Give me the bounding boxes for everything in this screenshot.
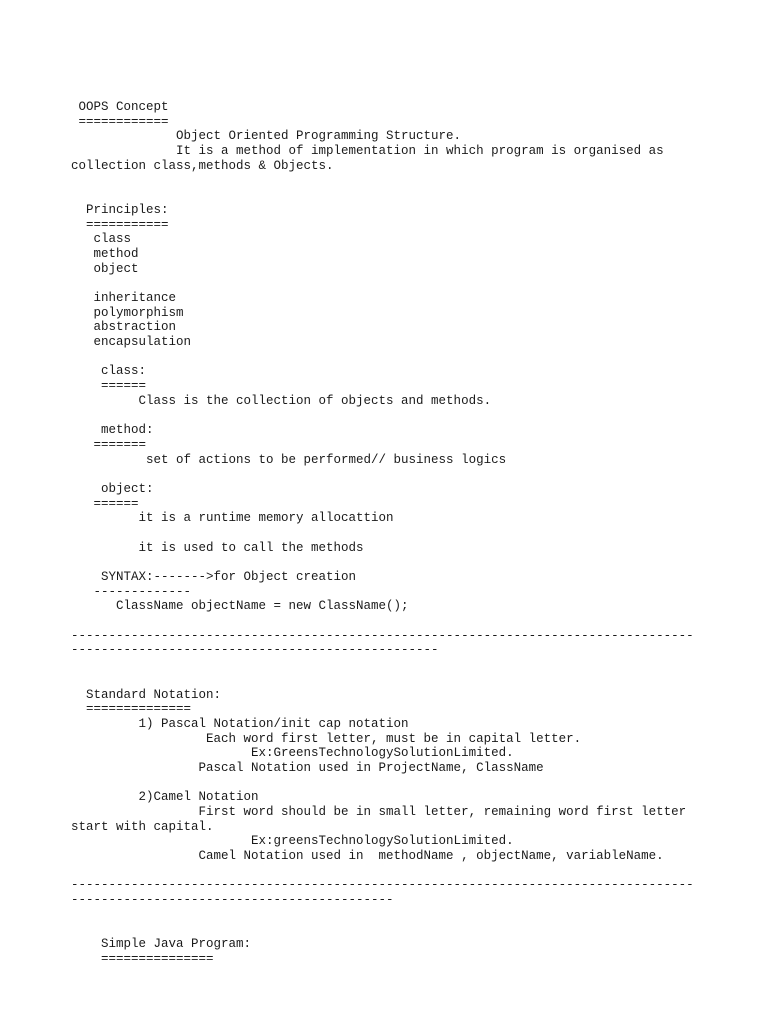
document-line [71,188,694,203]
document-line: Object Oriented Programming Structure. [71,129,462,144]
document-line: 2)Camel Notation [71,790,259,805]
document-line: class: [71,364,147,379]
document-line: ------------------------------------------- [71,893,394,908]
document-line: ------------- [71,584,192,599]
document-line: Ex:GreensTechnologySolutionLimited. [71,746,514,761]
document-line: ----------------------------------------------------------------------------------- [71,628,694,643]
document-line: =========== [71,217,169,232]
document-line [71,526,694,541]
document-line [71,864,694,879]
document-line: ============== [71,702,192,717]
document-line: object: [71,481,154,496]
document-text [71,100,694,967]
document-line: Class is the collection of objects and methods. [71,393,492,408]
document-line [71,908,694,923]
document-line [71,658,694,673]
document-line: ============ [71,114,169,129]
document-line: First word should be in small letter, remaining word first letter [71,805,687,819]
document-line: =============== [71,951,214,966]
document-line: set of actions to be performed// business logics [71,452,507,467]
document-line [71,350,694,365]
document-line: Principles: [71,202,169,217]
document-line: SYNTAX:------->for Object creation [71,570,357,584]
document-line: It is a method of implementation in which program is organised as [71,144,664,159]
document-line: it is used to call the methods [71,540,364,555]
document-line: OOPS Concept [71,100,169,114]
document-line: class [71,232,132,247]
document-line: ======= [71,437,147,452]
document-line: collection class,methods & Objects. [71,158,334,173]
document-line: Each word first letter, must be in capital letter. [71,731,582,746]
document-line: ====== [71,379,147,394]
document-line: ====== [71,496,139,511]
document-line: 1) Pascal Notation/init cap notation [71,716,409,731]
document-line [71,555,694,570]
document-line [71,673,694,688]
document-line: start with capital. [71,819,214,834]
document-line [71,173,694,188]
document-line: method: [71,423,154,438]
document-line: Camel Notation used in methodName , objectName, variableName. [71,849,664,864]
document-line: encapsulation [71,335,192,349]
document-line [71,923,694,938]
document-line: Ex:greensTechnologySolutionLimited. [71,834,514,849]
document-line: object [71,261,139,276]
document-line: abstraction [71,320,177,335]
document-line: polymorphism [71,305,184,320]
document-line: ClassName objectName = new ClassName(); [71,599,409,614]
document-line [71,467,694,482]
document-line: ----------------------------------------------------------------------------------- [71,878,694,893]
document-line: it is a runtime memory allocattion [71,511,394,526]
document-line [71,276,694,291]
document-line: method [71,246,139,261]
document-line: ------------------------------------------------- [71,643,439,658]
document-line: inheritance [71,290,177,305]
document-line: Pascal Notation used in ProjectName, ClassName [71,760,544,775]
document-line: Standard Notation: [71,687,222,702]
document-line: Simple Java Program: [71,937,252,952]
document-line [71,408,694,423]
document-line [71,776,694,791]
document-line [71,614,694,629]
